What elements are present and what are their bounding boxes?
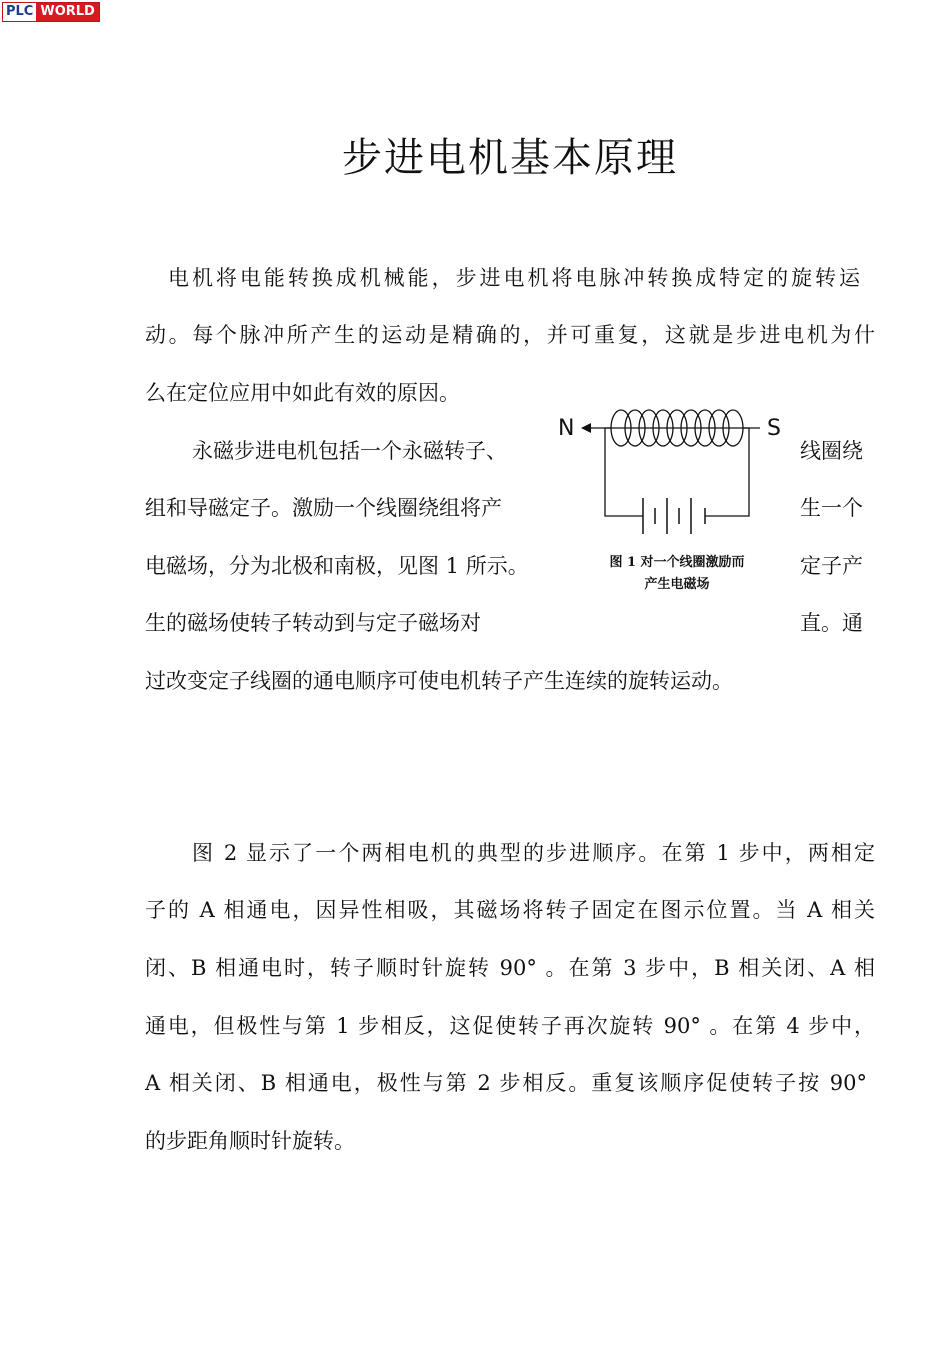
para3-line-6: 的步距角顺时针旋转。 [145, 1129, 355, 1153]
figure-1-caption [582, 552, 772, 596]
north-pole-label: N [558, 416, 575, 441]
para2-right-line-1: 线圈绕 [800, 439, 863, 463]
para3-line-1: 图 2 显示了一个两相电机的典型的步进顺序。在第 1 步中，两相定 [192, 841, 875, 865]
para3-line-2: 子的 A 相通电，因异性相吸，其磁场将转子固定在图示位置。当 A 相关 [145, 898, 875, 922]
logo-world-text: WORLD [36, 3, 98, 21]
south-pole-label: S [767, 416, 781, 441]
para3-line-5: A 相关闭、B 相通电，极性与第 2 步相反。重复该顺序促使转子按 90° [145, 1071, 867, 1095]
logo-plc-text: PLC [3, 3, 36, 21]
para1-line-2: 动。每个脉冲所产生的运动是精确的，并可重复，这就是步进电机为什 [145, 323, 875, 347]
para2-left-line-1: 永磁步进电机包括一个永磁转子、 [192, 439, 507, 463]
page-title: 步进电机基本原理 [342, 135, 678, 181]
para2-left-line-2: 组和导磁定子。激励一个线圈绕组将产 [145, 496, 502, 520]
para1-line-1: 电机将电能转换成机械能，步进电机将电脉冲转换成特定的旋转运 [168, 266, 860, 290]
plcworld-logo [2, 2, 100, 22]
para2-right-line-2: 生一个 [800, 496, 863, 520]
para2-left-line-4: 生的磁场使转子转动到与定子磁场对 [145, 611, 481, 635]
battery-icon [643, 498, 705, 534]
figure-1-caption-line-1: 图 1 对一个线圈激励而 [609, 555, 745, 570]
figure-1-caption-line-2: 产生电磁场 [644, 577, 710, 592]
para2-last-line: 过改变定子线圈的通电顺序可使电机转子产生连续的旋转运动。 [145, 669, 733, 693]
para2-right-line-4: 直。通 [800, 611, 863, 635]
para3-line-3: 闭、B 相通电时，转子顺时针旋转 90° 。在第 3 步中，B 相关闭、A 相 [145, 956, 875, 980]
para2-left-line-3: 电磁场，分为北极和南极，见图 1 所示。 [145, 554, 529, 578]
para1-line-3: 么在定位应用中如此有效的原因。 [145, 381, 460, 405]
coil-circuit-svg [555, 400, 795, 550]
para2-right-line-3: 定子产 [800, 554, 863, 578]
para3-line-4: 通电，但极性与第 1 步相反，这促使转子再次旋转 90° 。在第 4 步中， [145, 1014, 875, 1038]
circuit-wires [605, 428, 749, 516]
field-arrow-head [581, 423, 591, 433]
